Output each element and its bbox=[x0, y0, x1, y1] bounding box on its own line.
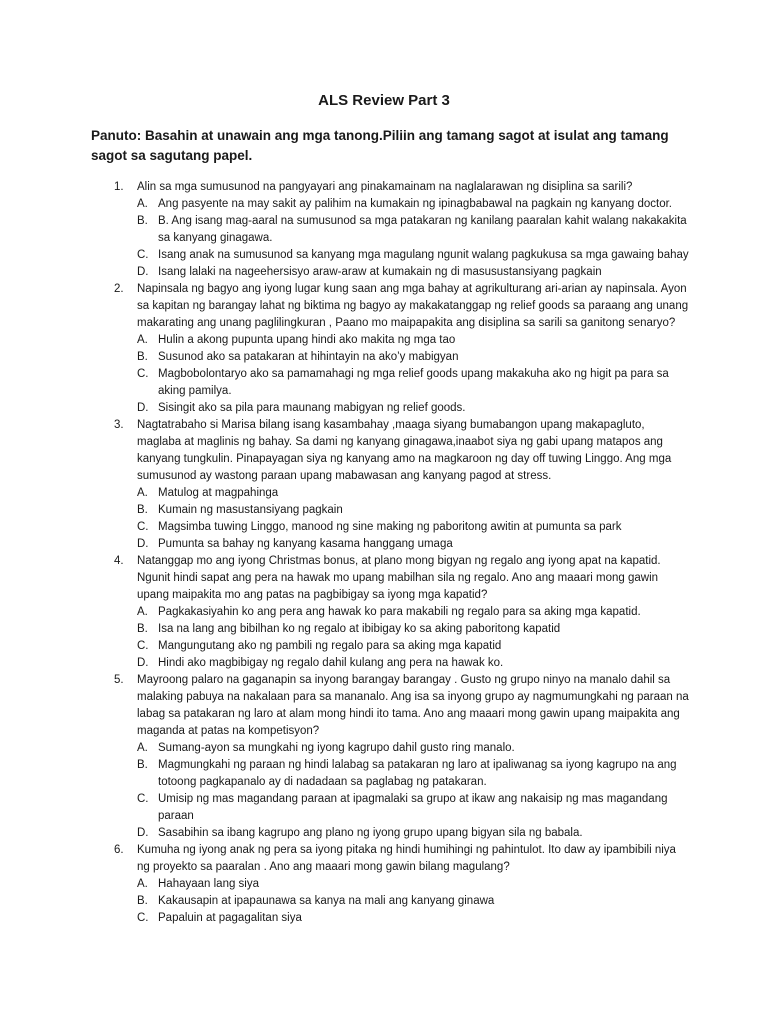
option-text: Sisingit ako sa pila para maunang mabigyan ng relief goods. bbox=[158, 402, 466, 414]
question-text: Natanggap mo ang iyong Christmas bonus, at plano mong bigyan ng regalo ang iyong apat na kapatid. Ngunit hindi sapat ang pera na hawak mo upang mabilhan sila ng regalo. Ano ang maaari mong gawin upang maipakita mo ang patas na pagbibigay sa iyong mga kapatid? bbox=[137, 555, 661, 601]
instructions: Panuto: Basahin at unawain ang mga tanong.Piliin ang tamang sagot at isulat ang tamang sagot sa sagutang papel. bbox=[91, 128, 669, 163]
answer-option bbox=[137, 247, 689, 264]
option-letter: D. bbox=[137, 827, 149, 839]
option-letter: A. bbox=[137, 334, 148, 346]
question-text: Mayroong palaro na gaganapin sa inyong barangay barangay . Gusto ng grupo ninyo na manalo dahil sa malaking pabuya na nakalaan para sa mananalo. Ang isa sa inyong grupo ay nagmumungkahi ng paraan na labag sa patakaran ng laro at alam mong hindi ito tama. Ano ang maaari mong gawin upang maipakita ang maganda at patas na kompetisyon? bbox=[137, 674, 689, 737]
answer-option bbox=[137, 757, 689, 791]
answer-option bbox=[137, 332, 689, 349]
question-text: Kumuha ng iyong anak ng pera sa iyong pitaka ng hindi humihingi ng pahintulot. Ito daw ay ipambibili niya ng proyekto sa paaralan . Ano ang maaari mong gawin bilang magulang? bbox=[137, 844, 676, 873]
option-text: Umisip ng mas magandang paraan at ipagmalaki sa grupo at ikaw ang nakaisip ng mas magandang paraan bbox=[158, 793, 668, 822]
answer-option bbox=[137, 910, 689, 927]
answer-option bbox=[137, 196, 689, 213]
answer-option bbox=[137, 876, 689, 893]
option-text: Isang anak na sumusunod sa kanyang mga magulang ngunit walang pagkukusa sa mga gawaing bahay bbox=[158, 249, 689, 261]
option-text: Kumain ng masustansiyang pagkain bbox=[158, 504, 343, 516]
option-letter: B. bbox=[137, 504, 148, 516]
option-text: Ang pasyente na may sakit ay palihim na kumakain ng ipinagbabawal na pagkain ng kanyang doctor. bbox=[158, 198, 673, 210]
question-number: 4. bbox=[114, 555, 124, 567]
option-letter: B. bbox=[137, 623, 148, 635]
answer-option bbox=[137, 893, 689, 910]
option-letter: D. bbox=[137, 657, 149, 669]
question-number: 1. bbox=[114, 181, 124, 193]
option-letter: C. bbox=[137, 793, 149, 805]
option-text: Hulin a akong pupunta upang hindi ako makita ng mga tao bbox=[158, 334, 456, 346]
option-text: Pumunta sa bahay ng kanyang kasama hanggang umaga bbox=[158, 538, 453, 550]
question-text: Alin sa mga sumusunod na pangyayari ang pinakamainam na naglalarawan ng disiplina sa sarili? bbox=[137, 181, 633, 193]
answer-option bbox=[137, 502, 689, 519]
option-text: Sumang-ayon sa mungkahi ng iyong kagrupo dahil gusto ring manalo. bbox=[158, 742, 515, 754]
option-text: B. Ang isang mag-aaral na sumusunod sa mga patakaran ng kanilang paaralan kahit walang nakakakita sa kanyang ginagawa. bbox=[158, 215, 687, 244]
document-title: ALS Review Part 3 bbox=[318, 92, 450, 109]
answer-option bbox=[137, 740, 689, 757]
option-letter: C. bbox=[137, 368, 149, 380]
option-text: Mangungutang ako ng pambili ng regalo para sa aking mga kapatid bbox=[158, 640, 502, 652]
option-letter: B. bbox=[137, 351, 148, 363]
question-text: Napinsala ng bagyo ang iyong lugar kung saan ang mga bahay at agrikulturang ari-arian ay napinsala. Ayon sa kapitan ng barangay lahat ng biktima ng bagyo ay makakatanggap ng relief goods sa paraang ang unang makarating ang unang paglilingkuran , Paano mo maipapakita ang disiplina sa sarili sa ganitong senaryo? bbox=[137, 283, 689, 329]
question-number: 5. bbox=[114, 674, 124, 686]
option-text: Isang lalaki na nageehersisyo araw-araw at kumakain ng di masusustansiyang pagkain bbox=[158, 266, 602, 278]
option-letter: D. bbox=[137, 266, 149, 278]
answer-option bbox=[137, 264, 689, 281]
option-letter: B. bbox=[137, 759, 148, 771]
option-text: Hindi ako magbibigay ng regalo dahil kulang ang pera na hawak ko. bbox=[158, 657, 504, 669]
option-letter: D. bbox=[137, 538, 149, 550]
answer-option bbox=[137, 655, 689, 672]
question-item bbox=[0, 417, 768, 553]
answer-option bbox=[137, 519, 689, 536]
option-text: Susunod ako sa patakaran at hihintayin na ako’y mabigyan bbox=[158, 351, 459, 363]
question-text: Nagtatrabaho si Marisa bilang isang kasambahay ,maaga siyang bumabangon upang makapagluto, maglaba at maglinis ng bahay. Sa dami ng kanyang ginagawa,inaabot siya ng gabi upang matapos ang kanyang tungkulin. Pinapayagan siya ng kanyang amo na magkaroon ng day off tuwing Linggo. Ang mga sumusunod ay wastong paraan upang mabawasan ang kanyang pagod at stress. bbox=[137, 419, 672, 482]
answer-option bbox=[137, 349, 689, 366]
question-item bbox=[0, 842, 768, 927]
option-letter: B. bbox=[137, 895, 148, 907]
option-letter: A. bbox=[137, 742, 148, 754]
option-letter: C. bbox=[137, 912, 149, 924]
question-number: 2. bbox=[114, 283, 124, 295]
question-item bbox=[0, 672, 768, 842]
option-letter: A. bbox=[137, 198, 148, 210]
option-letter: B. bbox=[137, 215, 148, 227]
question-item bbox=[0, 179, 768, 281]
answer-option bbox=[137, 621, 689, 638]
option-text: Hahayaan lang siya bbox=[158, 878, 260, 890]
answer-option bbox=[137, 213, 689, 247]
option-text: Kakausapin at ipapaunawa sa kanya na mali ang kanyang ginawa bbox=[158, 895, 495, 907]
question-item bbox=[0, 553, 768, 672]
question-number: 3. bbox=[114, 419, 124, 431]
option-letter: A. bbox=[137, 878, 148, 890]
answer-option bbox=[137, 638, 689, 655]
option-text: Magbobolontaryo ako sa pamamahagi ng mga relief goods upang makakuha ako ng higit pa para sa aking pamilya. bbox=[158, 368, 669, 397]
option-text: Magsimba tuwing Linggo, manood ng sine making ng paboritong awitin at pumunta sa park bbox=[158, 521, 622, 533]
option-letter: D. bbox=[137, 402, 149, 414]
option-text: Magmungkahi ng paraan ng hindi lalabag sa patakaran ng laro at ipaliwanag sa iyong kagrupo na ang totoong pagkapanalo ay di nadadaan sa paglabag ng patakaran. bbox=[158, 759, 677, 788]
question-number: 6. bbox=[114, 844, 124, 856]
option-letter: A. bbox=[137, 487, 148, 499]
answer-option bbox=[137, 536, 689, 553]
question-item bbox=[0, 281, 768, 417]
answer-option bbox=[137, 604, 689, 621]
option-text: Papaluin at pagagalitan siya bbox=[158, 912, 302, 924]
option-text: Isa na lang ang bibilhan ko ng regalo at ibibigay ko sa aking paboritong kapatid bbox=[158, 623, 561, 635]
answer-option bbox=[137, 366, 689, 400]
answer-option bbox=[137, 791, 689, 825]
answer-option bbox=[137, 400, 689, 417]
answer-option bbox=[137, 485, 689, 502]
option-letter: C. bbox=[137, 521, 149, 533]
option-text: Pagkakasiyahin ko ang pera ang hawak ko para makabili ng regalo para sa aking mga kapatid. bbox=[158, 606, 641, 618]
option-letter: C. bbox=[137, 640, 149, 652]
option-letter: A. bbox=[137, 606, 148, 618]
answer-option bbox=[137, 825, 689, 842]
option-text: Matulog at magpahinga bbox=[158, 487, 279, 499]
option-text: Sasabihin sa ibang kagrupo ang plano ng iyong grupo upang bigyan sila ng babala. bbox=[158, 827, 583, 839]
question-list bbox=[0, 179, 768, 927]
option-letter: C. bbox=[137, 249, 149, 261]
